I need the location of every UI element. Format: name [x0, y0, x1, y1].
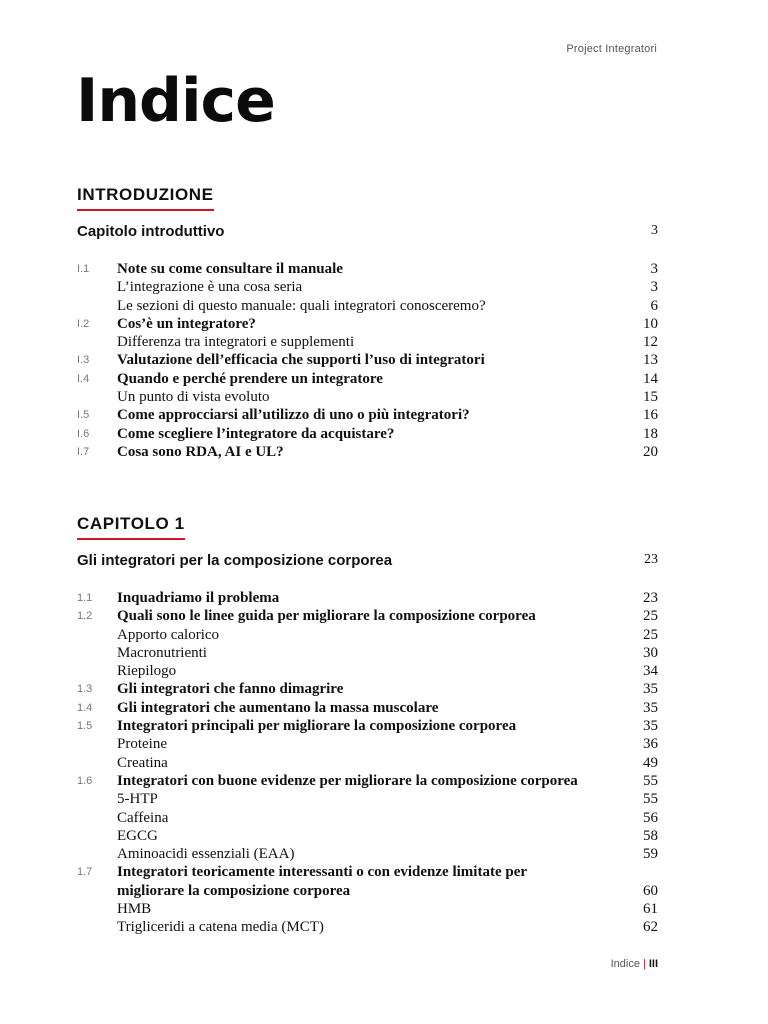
toc-entry-label: L’integrazione è una cosa seria	[117, 279, 303, 296]
toc-entry-number: I.4	[77, 372, 90, 385]
toc-entry-page: 25	[643, 608, 658, 625]
toc-entry-page: 35	[643, 681, 658, 698]
toc-entry-page: 12	[643, 334, 658, 351]
toc-entry[interactable]	[77, 680, 658, 698]
toc-entry-label: Quando e perché prendere un integratore	[117, 370, 383, 387]
toc-entry-page: 6	[650, 297, 658, 314]
toc-list-capitolo-1	[77, 589, 658, 937]
toc-entry-number: 1.1	[77, 592, 93, 604]
toc-entry[interactable]	[77, 699, 658, 717]
toc-entry-label: Integratori principali per migliorare la composizione corporea	[117, 718, 517, 735]
toc-entry-label: Un punto di vista evoluto	[117, 389, 270, 406]
toc-entry[interactable]	[77, 717, 658, 735]
footer-separator: |	[642, 958, 646, 970]
toc-entry-page: 61	[643, 901, 658, 918]
toc-entry-label: Inquadriamo il problema	[117, 590, 280, 606]
toc-entry-label: Macronutrienti	[117, 644, 207, 661]
toc-entry[interactable]	[77, 443, 658, 461]
toc-entry-number: 1.5	[77, 720, 93, 733]
chapter-page-number: 23	[644, 552, 658, 567]
toc-entry-label: Integratori con buone evidenze per migliorare la composizione corporea	[117, 772, 578, 789]
toc-entry-number: 1.6	[77, 774, 93, 787]
footer-page-number: III	[648, 958, 658, 970]
toc-entry[interactable]	[77, 772, 658, 790]
toc-entry[interactable]	[77, 388, 658, 406]
footer-label: Indice	[610, 958, 640, 970]
chapter-title-row[interactable]	[77, 223, 658, 240]
toc-entry-label: Cosa sono RDA, AI e UL?	[117, 443, 284, 460]
toc-entry[interactable]	[77, 809, 658, 827]
toc-entry-page: 62	[643, 919, 658, 936]
page-footer	[611, 958, 658, 970]
toc-entry[interactable]	[77, 900, 658, 918]
toc-entry-page: 30	[643, 644, 658, 661]
toc-entry[interactable]	[77, 351, 658, 369]
toc-entry-number: I.2	[77, 317, 90, 330]
toc-entry-label: Proteine	[117, 736, 167, 753]
toc-entry-page: 56	[643, 809, 658, 826]
toc-entry-label: HMB	[117, 901, 152, 918]
toc-entry-label: migliorare la composizione corporea	[117, 882, 351, 899]
toc-entry[interactable]	[77, 662, 658, 680]
toc-entry-page: 20	[643, 443, 658, 460]
toc-entry[interactable]	[77, 863, 658, 881]
toc-entry[interactable]	[77, 644, 658, 662]
toc-entry-page: 49	[643, 754, 658, 771]
toc-entry-number: 1.2	[77, 610, 93, 623]
toc-entry[interactable]	[77, 827, 658, 845]
toc-entry[interactable]	[77, 425, 658, 443]
toc-entry-page: 59	[643, 846, 658, 863]
toc-entry-page: 35	[643, 699, 658, 716]
toc-entry-label: EGCG	[117, 827, 158, 844]
toc-entry-page: 10	[643, 315, 658, 332]
toc-entry-page: 36	[643, 736, 658, 753]
toc-entry[interactable]	[77, 278, 658, 296]
toc-entry[interactable]	[77, 589, 658, 607]
toc-entry-number: I.7	[77, 445, 90, 458]
toc-entry[interactable]	[77, 845, 658, 863]
toc-entry-label: Come scegliere l’integratore da acquistare?	[117, 425, 395, 442]
toc-entry-number: I.1	[77, 263, 90, 275]
toc-entry-label: Quali sono le linee guida per migliorare la composizione corporea	[117, 608, 536, 625]
running-header: Project Integratori	[566, 43, 657, 55]
toc-entry-page: 16	[643, 407, 658, 424]
toc-entry-number: 1.7	[77, 866, 93, 879]
toc-entry-label: Gli integratori che fanno dimagrire	[117, 681, 344, 698]
toc-entry-page: 55	[643, 772, 658, 789]
toc-entry-label: Note su come consultare il manuale	[117, 261, 343, 277]
toc-entry-label: Creatina	[117, 754, 168, 771]
toc-entry[interactable]	[77, 790, 658, 808]
toc-entry-page: 23	[643, 590, 658, 606]
toc-entry-page: 14	[643, 370, 658, 387]
toc-entry-label: 5-HTP	[117, 791, 158, 808]
toc-entry-label: Trigliceridi a catena media (MCT)	[117, 919, 324, 936]
chapter-title: Gli integratori per la composizione corporea	[77, 552, 393, 569]
toc-entry-label: Aminoacidi essenziali (EAA)	[117, 846, 295, 863]
toc-entry-number: I.5	[77, 409, 90, 422]
toc-entry[interactable]	[77, 370, 658, 388]
toc-entry-label: Cos’è un integratore?	[117, 315, 256, 332]
toc-entry-page: 55	[643, 791, 658, 808]
toc-entry-label: Differenza tra integratori e supplementi	[117, 334, 355, 351]
toc-entry-page: 25	[643, 626, 658, 643]
toc-entry-page: 13	[643, 352, 658, 369]
toc-entry[interactable]	[77, 626, 658, 644]
toc-entry-label: Caffeina	[117, 809, 169, 826]
toc-entry[interactable]	[77, 333, 658, 351]
section-heading-capitolo-1: CAPITOLO 1	[77, 514, 185, 540]
toc-list-introduzione	[77, 260, 658, 461]
toc-entry[interactable]	[77, 297, 658, 315]
chapter-page-number: 3	[651, 223, 658, 238]
toc-entry[interactable]	[77, 754, 658, 772]
toc-entry-page: 3	[650, 279, 658, 296]
toc-entry-number: 1.3	[77, 683, 93, 696]
toc-entry-label: Integratori teoricamente interessanti o con evidenze limitate per	[117, 864, 528, 881]
toc-entry-label: Gli integratori che aumentano la massa muscolare	[117, 699, 439, 716]
toc-entry[interactable]	[77, 260, 658, 278]
toc-entry[interactable]	[77, 315, 658, 333]
toc-entry-label: Come approcciarsi all’utilizzo di uno o più integratori?	[117, 407, 470, 424]
toc-entry[interactable]	[77, 882, 658, 900]
toc-entry-label: Apporto calorico	[117, 626, 220, 643]
page-title: Indice	[76, 66, 275, 136]
toc-entry-page: 58	[643, 827, 658, 844]
toc-entry-label: Riepilogo	[117, 663, 177, 680]
toc-entry[interactable]	[77, 735, 658, 753]
toc-entry-page: 18	[643, 425, 658, 442]
section-heading-introduzione: INTRODUZIONE	[77, 185, 214, 211]
chapter-title: Capitolo introduttivo	[77, 223, 225, 240]
toc-entry-number: I.6	[77, 427, 90, 440]
toc-entry-label: Le sezioni di questo manuale: quali integratori conosceremo?	[117, 297, 486, 314]
toc-entry-page: 15	[643, 389, 658, 406]
toc-entry-page: 34	[643, 663, 658, 680]
toc-entry-page: 60	[643, 882, 658, 899]
toc-entry[interactable]	[77, 406, 658, 424]
toc-entry[interactable]	[77, 607, 658, 625]
toc-entry[interactable]	[77, 918, 658, 936]
toc-entry-number: I.3	[77, 354, 90, 367]
toc-entry-number: 1.4	[77, 701, 93, 714]
toc-entry-page: 3	[650, 261, 658, 277]
toc-entry-page: 35	[643, 718, 658, 735]
toc-entry-label: Valutazione dell’efficacia che supporti l’uso di integratori	[117, 352, 485, 369]
chapter-title-row[interactable]	[77, 552, 658, 569]
